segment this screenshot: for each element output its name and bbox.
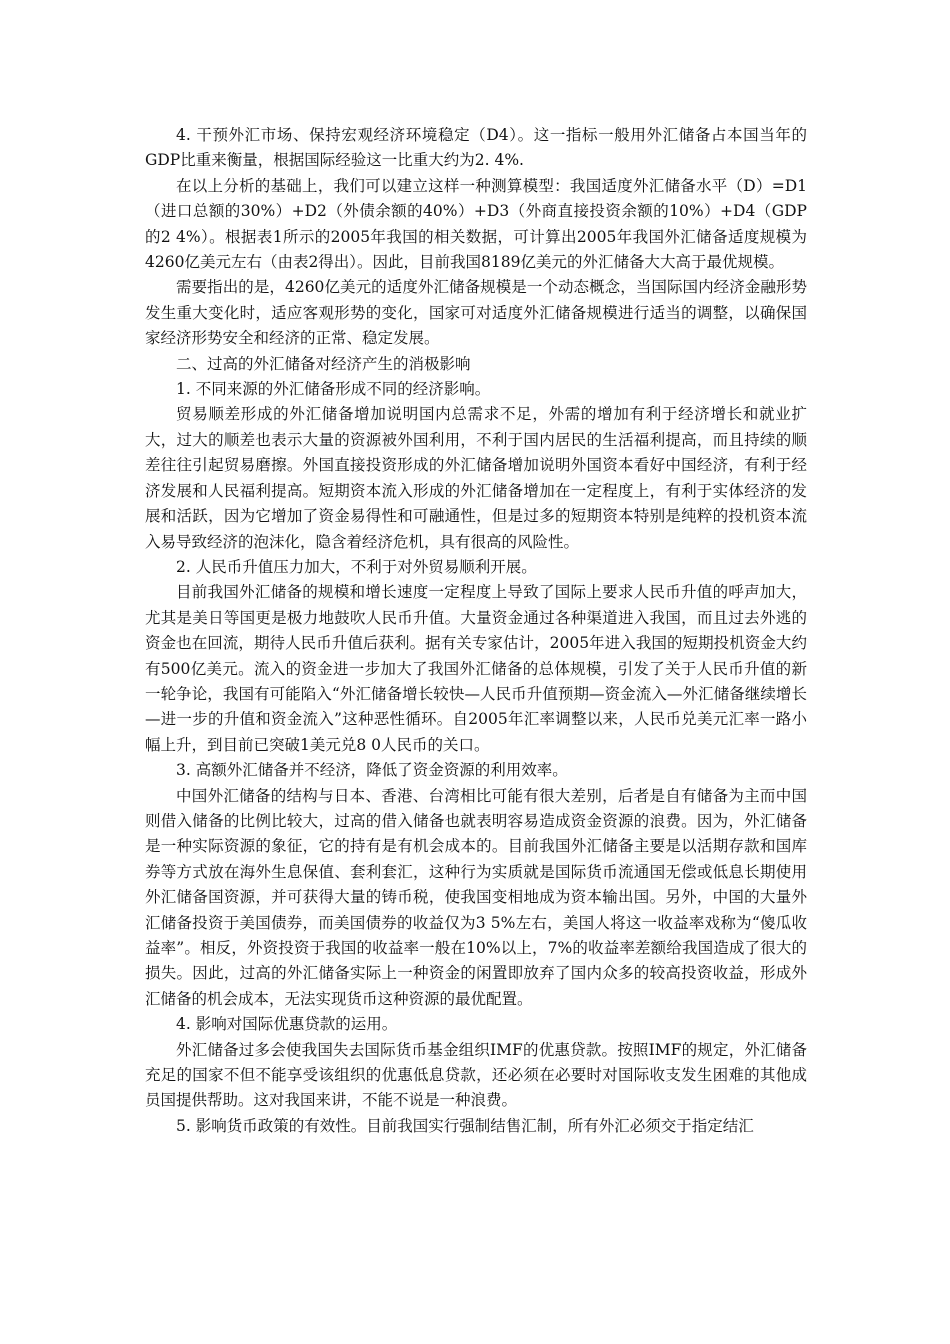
paragraph-d4-indicator: 4. 干预外汇市场、保持宏观经济环境稳定（D4）。这一指标一般用外汇储备占本国当年的GDP比重来衡量，根据国际经验这一比重大约为2. 4%.	[145, 126, 807, 170]
paragraph-measurement-model: 在以上分析的基础上，我们可以建立这样一种测算模型：我国适度外汇储备水平（D）=D1（进口总额的30%）+D2（外债余额的40%）+D3（外商直接投资余额的10%）+D4（GDP的2 4%）。根据表1所示的2005年我国的相关数据，可计算出2005年我国外汇储备适度规模为4260亿美元左右（由表2得出）。因此，目前我国8189亿美元的外汇储备大大高于最优规模。	[145, 176, 807, 272]
section-heading-negative-effects: 二、过高的外汇储备对经济产生的消极影响	[176, 354, 471, 373]
subheading-sources: 1. 不同来源的外汇储备形成不同的经济影响。	[176, 380, 491, 399]
subheading-inefficiency: 3. 高额外汇储备并不经济，降低了资金资源的利用效率。	[176, 761, 568, 780]
paragraph-preferential-loans: 外汇储备过多会使我国失去国际货币基金组织IMF的优惠贷款。按照IMF的规定，外汇储备充足的国家不但不能享受该组织的优惠低息贷款，还必须在必要时对国际收支发生困难的其他成员国提供帮助。这对我国来讲，不能不说是一种浪费。	[145, 1040, 807, 1110]
paragraph-monetary-policy: 5. 影响货币政策的有效性。目前我国实行强制结售汇制，所有外汇必须交于指定结汇	[176, 1116, 754, 1135]
paragraph-inefficiency: 中国外汇储备的结构与日本、香港、台湾相比可能有很大差别，后者是自有储备为主而中国则借入储备的比例比较大，过高的借入储备也就表明容易造成资金资源的浪费。因为，外汇储备是一种实际资源的象征，它的持有是有机会成本的。目前我国外汇储备主要是以活期存款和国库券等方式放在海外生息保值、套利套汇，这种行为实质就是国际货币流通国无偿或低息长期使用外汇储备国资源，并可获得大量的铸币税，使我国变相地成为资本输出国。另外，中国的大量外汇储备投资于美国债券，而美国债券的收益仅为3 5%左右，美国人将这一收益率戏称为“傻瓜收益率”。相反，外资投资于我国的收益率一般在10%以上，7%的收益率差额给我国造成了很大的损失。因此，过高的外汇储备实际上一种资金的闲置即放弃了国内众多的较高投资收益，形成外汇储备的机会成本，无法实现货币这种资源的最优配置。	[145, 786, 807, 1008]
paragraph-dynamic-concept: 需要指出的是，4260亿美元的适度外汇储备规模是一个动态概念，当国际国内经济金融形势发生重大变化时，适应客观形势的变化，国家可对适度外汇储备规模进行适当的调整，以确保国家经济形势安全和经济的正常、稳定发展。	[145, 278, 807, 348]
subheading-rmb-appreciation: 2. 人民币升值压力加大，不利于对外贸易顺利开展。	[176, 557, 537, 576]
subheading-preferential-loans: 4. 影响对国际优惠贷款的运用。	[176, 1015, 398, 1034]
paragraph-rmb-appreciation: 目前我国外汇储备的规模和增长速度一定程度上导致了国际上要求人民币升值的呼声加大，尤其是美日等国更是极力地鼓吹人民币升值。大量资金通过各种渠道进入我国，而且过去外逃的资金也在回流，期待人民币升值后获利。据有关专家估计，2005年进入我国的短期投机资金大约有500亿美元。流入的资金进一步加大了我国外汇储备的总体规模，引发了关于人民币升值的新一轮争论，我国有可能陷入“外汇储备增长较快—人民币升值预期—资金流入—外汇储备继续增长—进一步的升值和资金流入”这种恶性循环。自2005年汇率调整以来，人民币兑美元汇率一路小幅上升，到目前已突破1美元兑8 0人民币的关口。	[145, 583, 807, 754]
document-page	[145, 123, 807, 1139]
paragraph-sources: 贸易顺差形成的外汇储备增加说明国内总需求不足，外需的增加有利于经济增长和就业扩大，过大的顺差也表示大量的资源被外国利用，不利于国内居民的生活福利提高，而且持续的顺差往往引起贸易磨擦。外国直接投资形成的外汇储备增加说明外国资本看好中国经济，有利于经济发展和人民福利提高。短期资本流入形成的外汇储备增加在一定程度上，有利于实体经济的发展和活跃，因为它增加了资金易得性和可融通性，但是过多的短期资本特别是纯粹的投机资本流入易导致经济的泡沫化，隐含着经济危机，具有很高的风险性。	[145, 405, 807, 551]
